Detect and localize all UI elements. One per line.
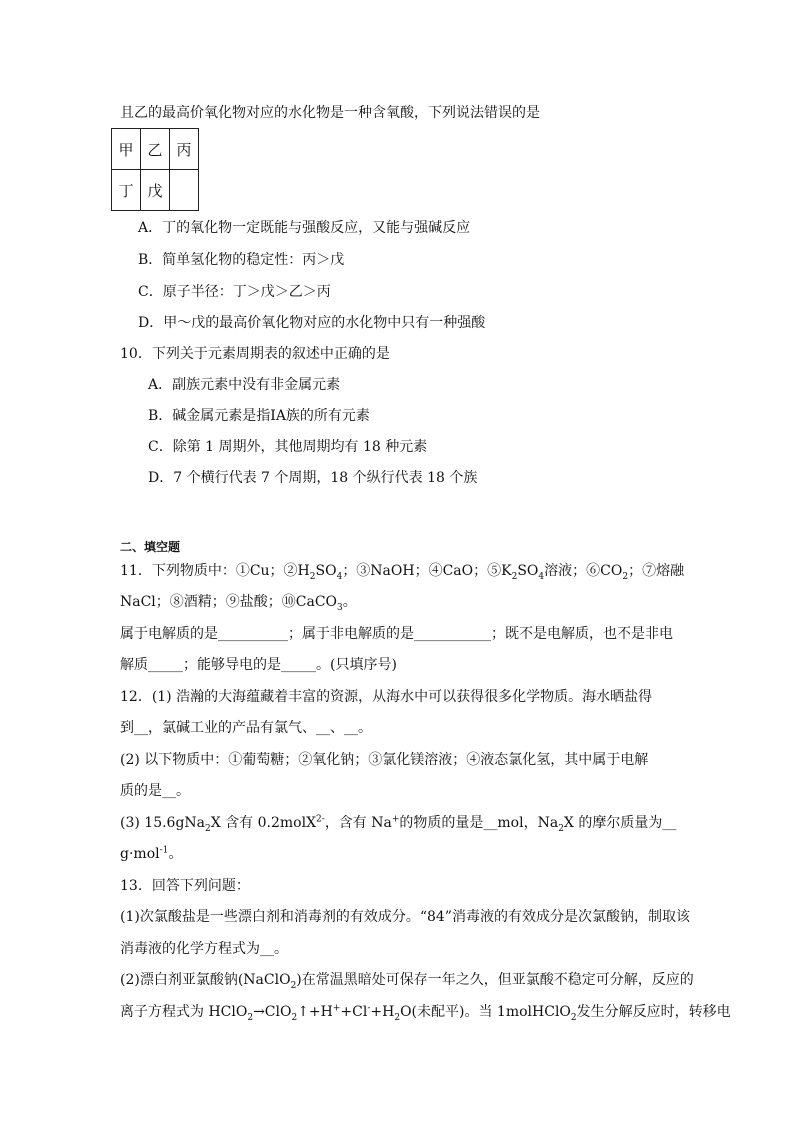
question-12-line-4: 质的是__。 (120, 783, 190, 799)
grid-cell (170, 170, 199, 211)
question-11-line-4: 解质_____；能够导电的是_____。(只填序号) (120, 657, 397, 673)
q9-option-c: C．原子半径：丁＞戊＞乙＞丙 (138, 284, 331, 300)
question-12-line-5: (3) 15.6gNa$_2$X 含有 0.2molX$^{2-}$，含有 Na+的物质的量是__mol，$Na_2X$ 的摩尔质量为__ (120, 814, 677, 834)
grid-cell: 丙 (170, 129, 199, 170)
question-10-stem: 10．下列关于元素周期表的叙述中正确的是 (120, 346, 390, 362)
grid-cell: 乙 (141, 129, 170, 170)
grid-cell: 甲 (112, 129, 141, 170)
grid-cell: 丁 (112, 170, 141, 211)
question-12-line-2: 到__，氯碱工业的产品有氯气、__、__。 (120, 720, 372, 736)
q10-option-c: C．除第 1 周期外，其他周期均有 18 种元素 (148, 439, 428, 455)
question-13-line-3: 消毒液的化学方程式为__。 (120, 941, 288, 957)
question-9-stem: 且乙的最高价氧化物对应的水化物是一种含氧酸，下列说法错误的是 (120, 105, 540, 121)
question-11-line-1: 11．下列物质中：①Cu；$②H_2SO_4$；③NaOH；④CaO；$⑤K_2SO_4$溶液；$⑥CO_2$；⑦熔融 (120, 563, 685, 582)
section-heading-fill-in: 二、填空题 (120, 540, 181, 554)
q9-option-b: B．简单氢化物的稳定性：丙＞戊 (138, 252, 345, 268)
question-13-line-2: (1)次氯酸盐是一些漂白剂和消毒剂的有效成分。“84”消毒液的有效成分是次氯酸钠，制取该 (120, 909, 690, 925)
question-13-line-5: 离子方程式为 $HClO_2\to ClO_2↑+H^++Cl^-+H_2O$(未配平)。当 1molHClO$_2$发生分解反应时，转移电 (120, 1003, 731, 1023)
q9-option-a: A．丁的氧化物一定既能与强酸反应，又能与强碱反应 (138, 220, 471, 236)
question-12-line-1: 12．(1) 浩瀚的大海蕴藏着丰富的资源，从海水中可以获得很多化学物质。海水晒盐得 (120, 689, 653, 705)
question-12-line-3: (2) 以下物质中：①葡萄糖；②氧化钠；③氯化镁溶液；④液态氯化氢，其中属于电解 (120, 752, 649, 768)
grid-cell: 戊 (141, 170, 170, 211)
question-12-line-6: g·mol$^{-1}$。 (120, 845, 183, 862)
q10-option-d: D．7 个横行代表 7 个周期，18 个纵行代表 18 个族 (148, 470, 478, 486)
question-11-line-3: 属于电解质的是__________；属于非电解质的是___________；既不是电解质，也不是非电 (120, 626, 673, 642)
question-13-line-1: 13．回答下列问题： (120, 878, 250, 894)
q9-option-d: D．甲～戊的最高价氧化物对应的水化物中只有一种强酸 (138, 315, 486, 331)
periodic-position-grid (111, 128, 199, 211)
question-11-line-2: NaCl；⑧酒精；⑨盐酸；⑩CaCO$_3$。 (120, 594, 357, 613)
question-13-line-4: (2)漂白剂亚氯酸钠(NaClO$_2$)在常温黑暗处可保存一年之久，但亚氯酸不稳定可分解，反应的 (120, 972, 694, 991)
q10-option-b: B．碱金属元素是指ⅠA族的所有元素 (148, 408, 370, 424)
q10-option-a: A．副族元素中没有非金属元素 (148, 377, 341, 393)
